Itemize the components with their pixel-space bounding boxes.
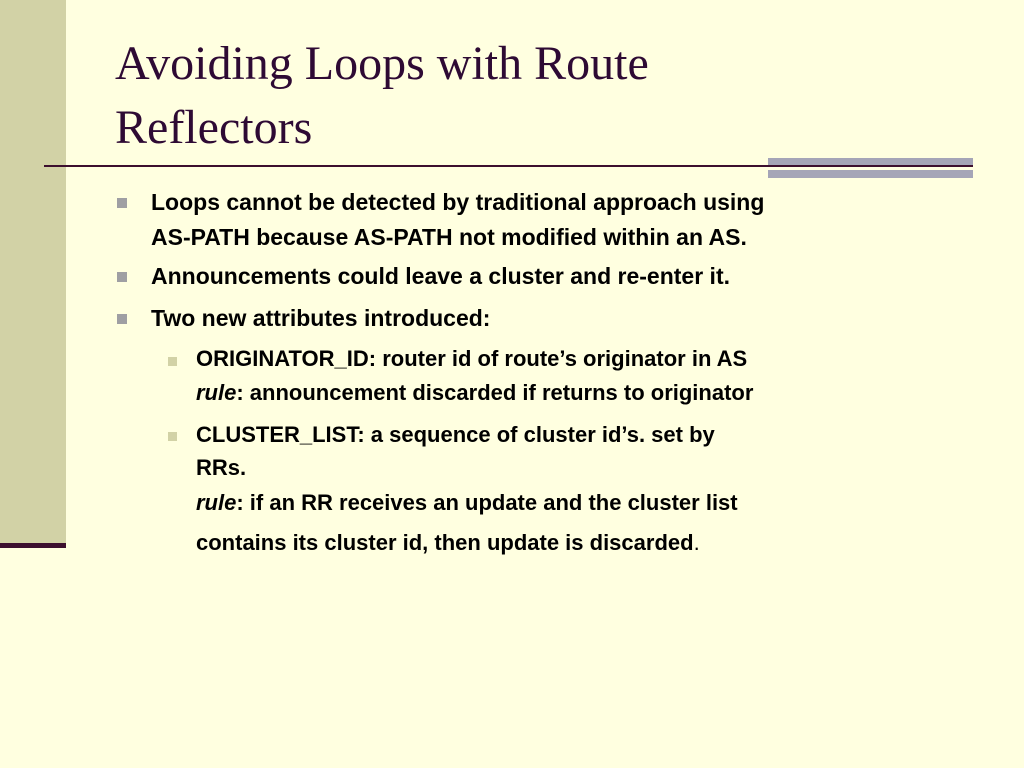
rule-text: : announcement discarded if returns to originator [236,380,754,405]
sub-bullet-2-line-1: CLUSTER_LIST: a sequence of cluster id’s. set by [196,422,715,447]
sub-bullet-2-line-2: RRs. [196,455,247,480]
line-4-period: . [693,530,700,555]
sub-bullet-2-line-4 [196,526,700,560]
bullet-1-marker [117,198,127,208]
sub-bullet-1-rule-line [196,376,753,410]
title-line-1: Avoiding Loops with Route [115,37,649,90]
rule-text: : if an RR receives an update and the cluster list [236,490,738,515]
bullet-3-line-1: Two new attributes introduced: [151,305,491,331]
bullet-1-line-1: Loops cannot be detected by traditional approach using [151,189,765,215]
rule-label: rule [196,490,237,515]
line-4-text: contains its cluster id, then update is discarded [196,530,694,555]
bullet-3-marker [117,314,127,324]
bullet-2-line-1: Announcements could leave a cluster and re-enter it. [151,263,730,289]
sub-bullet-2-rule-line [196,486,738,520]
bullet-2-marker [117,272,127,282]
sub-bullet-1-line-1: ORIGINATOR_ID: router id of route’s originator in AS [196,346,748,371]
sub-bullet-2-marker [168,432,177,441]
sub-bullet-1-marker [168,357,177,366]
title-line-2: Reflectors [115,101,313,154]
rule-label: rule [196,380,237,405]
bullet-1-line-2: AS-PATH because AS-PATH not modified within an AS. [151,224,747,250]
